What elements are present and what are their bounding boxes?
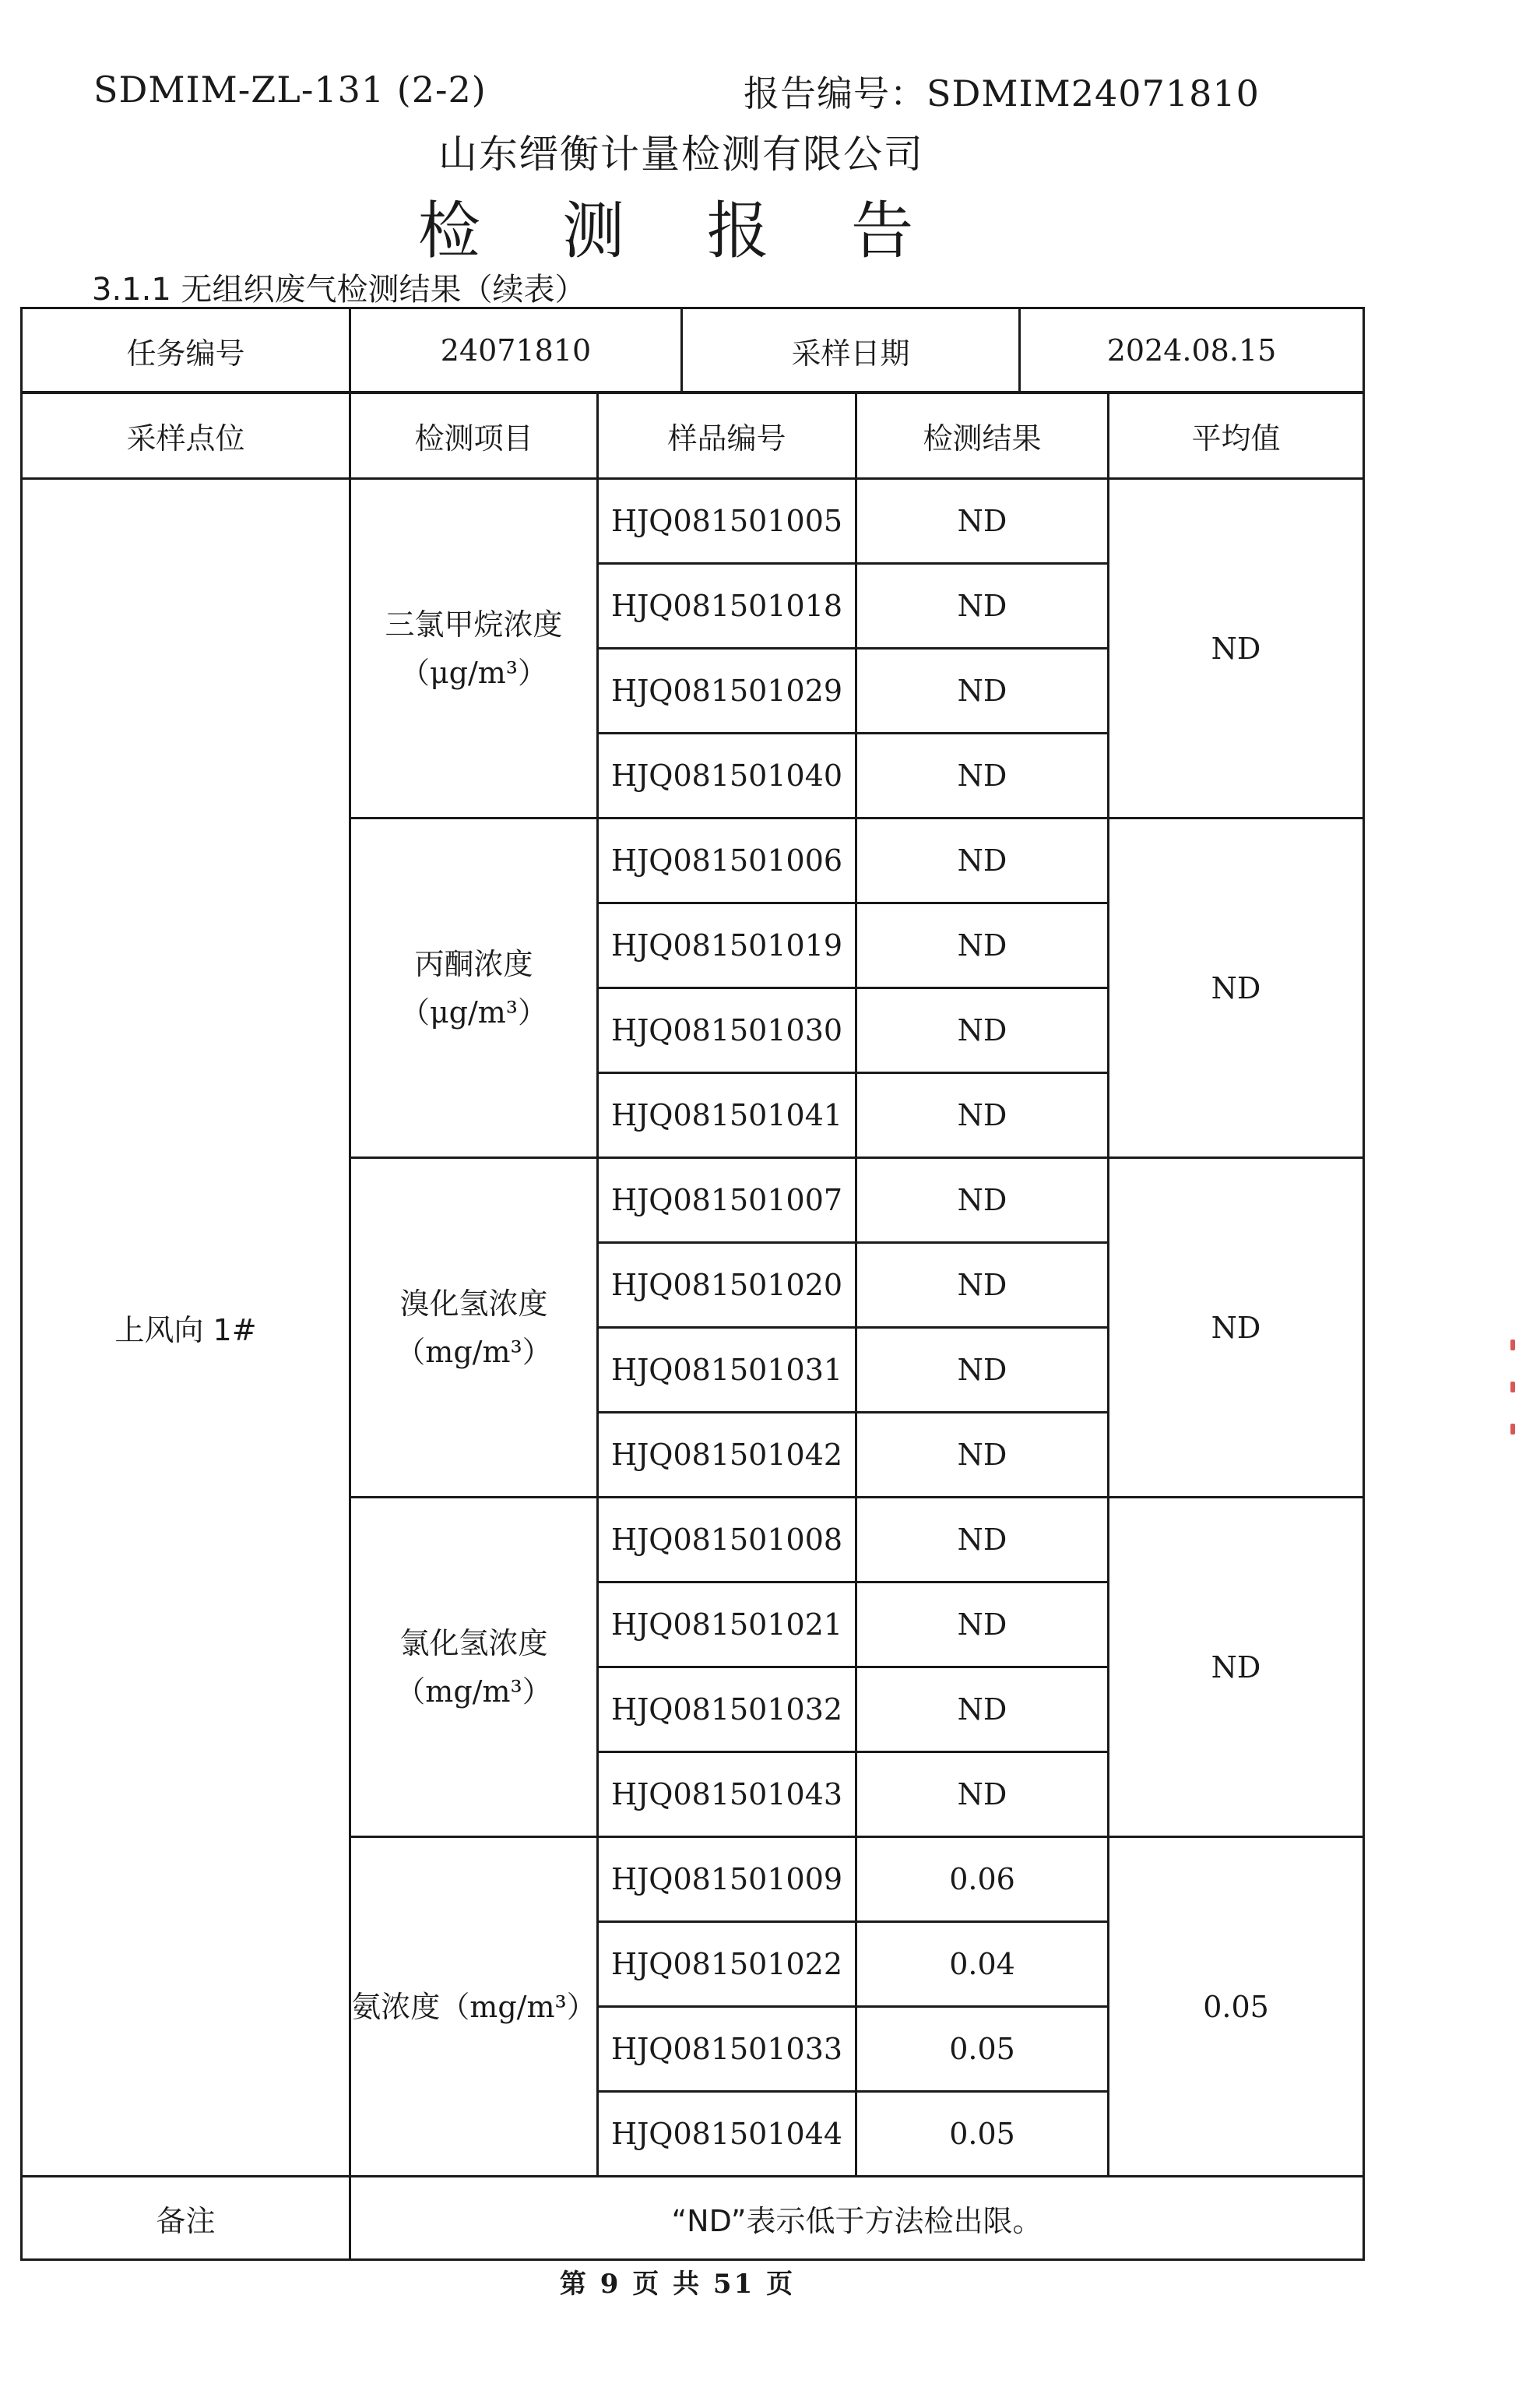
report-number-label: 报告编号： (744, 72, 926, 114)
sample-id: HJQ081501031 (598, 1328, 856, 1413)
sample-id: HJQ081501006 (598, 819, 856, 903)
sample-id: HJQ081501020 (598, 1243, 856, 1328)
sample-id: HJQ081501019 (598, 903, 856, 988)
sample-id: HJQ081501032 (598, 1667, 856, 1752)
info-table (20, 307, 1365, 394)
test-result: ND (856, 1328, 1109, 1413)
sample-id: HJQ081501041 (598, 1073, 856, 1158)
test-item-unit: （mg/m³） (396, 1334, 552, 1369)
sampling-date-label: 采样日期 (682, 308, 1020, 393)
sample-id: HJQ081501030 (598, 988, 856, 1073)
test-item (350, 1837, 598, 2177)
test-item (350, 1498, 598, 1837)
test-result: ND (856, 1243, 1109, 1328)
test-result: ND (856, 1582, 1109, 1667)
test-result: ND (856, 1667, 1109, 1752)
test-result: ND (856, 1752, 1109, 1837)
test-item-unit: （μg/m³） (399, 655, 548, 690)
test-result: 0.04 (856, 1922, 1109, 2007)
sample-id: HJQ081501022 (598, 1922, 856, 2007)
sample-id: HJQ081501043 (598, 1752, 856, 1837)
test-item-name: 三氯甲烷浓度 (385, 607, 563, 642)
sample-id: HJQ081501042 (598, 1413, 856, 1498)
test-item (350, 819, 598, 1158)
column-header: 采样点位 (22, 393, 350, 479)
test-item-unit: （μg/m³） (399, 995, 548, 1030)
test-item (350, 479, 598, 819)
test-result: ND (856, 988, 1109, 1073)
test-result: ND (856, 1498, 1109, 1582)
sample-id: HJQ081501007 (598, 1158, 856, 1243)
results-table (20, 391, 1365, 2261)
test-item-name: 溴化氢浓度 (399, 1286, 548, 1321)
seal-edge-mark (1510, 1340, 1517, 1495)
sampling-location: 上风向 1# (22, 479, 350, 2177)
test-result: ND (856, 479, 1109, 564)
column-header: 样品编号 (598, 393, 856, 479)
info-row (22, 308, 1364, 393)
sample-id: HJQ081501005 (598, 479, 856, 564)
test-item-unit: （mg/m³） (396, 1674, 552, 1709)
report-number-value: SDMIM24071810 (926, 72, 1260, 114)
column-header: 检测结果 (856, 393, 1109, 479)
sample-id: HJQ081501040 (598, 734, 856, 819)
test-result: ND (856, 819, 1109, 903)
form-code: SDMIM-ZL-131 (2-2) (93, 69, 487, 111)
column-header: 平均值 (1109, 393, 1364, 479)
sample-id: HJQ081501033 (598, 2007, 856, 2092)
sample-id: HJQ081501018 (598, 564, 856, 649)
test-result: ND (856, 564, 1109, 649)
section-heading: 3.1.1 无组织废气检测结果（续表） (92, 272, 586, 308)
table-row (22, 479, 1364, 564)
average-value: ND (1109, 479, 1364, 819)
test-result: 0.05 (856, 2007, 1109, 2092)
sample-id: HJQ081501029 (598, 649, 856, 734)
sample-id: HJQ081501021 (598, 1582, 856, 1667)
test-item-name: 氨浓度 (351, 1989, 441, 2024)
sample-id: HJQ081501009 (598, 1837, 856, 1922)
column-header: 检测项目 (350, 393, 598, 479)
test-item-name: 丙酮浓度 (414, 946, 533, 981)
remark-text: “ND”表示低于方法检出限。 (350, 2177, 1364, 2260)
test-result: ND (856, 1158, 1109, 1243)
test-item-unit: （mg/m³） (440, 1989, 596, 2024)
task-number-value: 24071810 (350, 308, 682, 393)
report-number (744, 65, 1260, 117)
report-title: 检 测 报 告 (417, 195, 945, 267)
test-item (350, 1158, 598, 1498)
company-name: 山东缙衡计量检测有限公司 (438, 132, 924, 177)
test-result: 0.05 (856, 2092, 1109, 2177)
test-item-name: 氯化氢浓度 (399, 1625, 548, 1660)
test-result: ND (856, 734, 1109, 819)
remark-label: 备注 (22, 2177, 350, 2260)
results-body (22, 479, 1364, 2177)
average-value: 0.05 (1109, 1837, 1364, 2177)
page-number: 第 9 页 共 51 页 (559, 2269, 796, 2300)
test-result: ND (856, 903, 1109, 988)
average-value: ND (1109, 1158, 1364, 1498)
task-number-label: 任务编号 (22, 308, 350, 393)
column-header-row (22, 393, 1364, 479)
sampling-date-value: 2024.08.15 (1020, 308, 1364, 393)
test-result: 0.06 (856, 1837, 1109, 1922)
test-result: ND (856, 1073, 1109, 1158)
remark-row (22, 2177, 1364, 2260)
sample-id: HJQ081501044 (598, 2092, 856, 2177)
average-value: ND (1109, 819, 1364, 1158)
average-value: ND (1109, 1498, 1364, 1837)
test-result: ND (856, 1413, 1109, 1498)
sample-id: HJQ081501008 (598, 1498, 856, 1582)
test-result: ND (856, 649, 1109, 734)
